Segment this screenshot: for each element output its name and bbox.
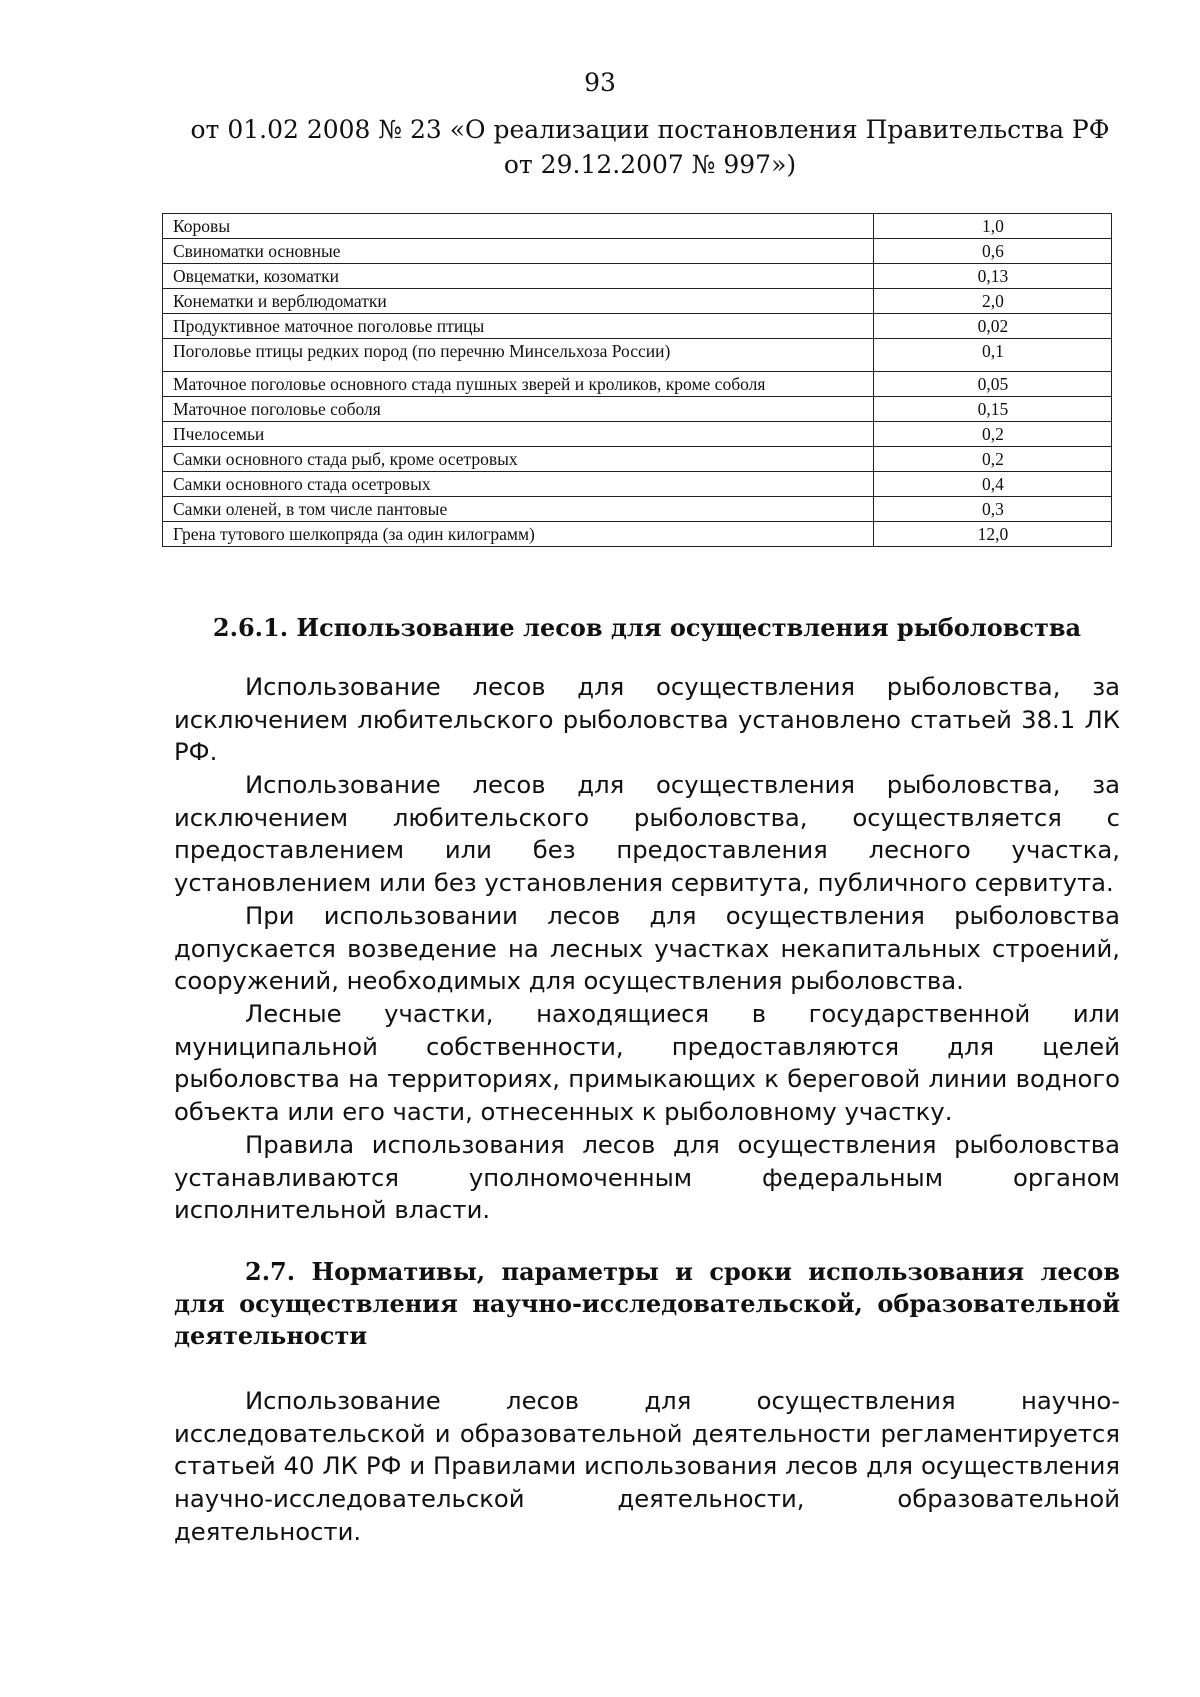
table-cell-value: 0,3 (873, 497, 1111, 522)
table-cell-name: Маточное поголовье соболя (163, 397, 874, 422)
table-row (163, 472, 1112, 497)
table-cell-name: Конематки и верблюдоматки (163, 289, 874, 314)
table-cell-value: 0,15 (873, 397, 1111, 422)
table-cell-name: Свиноматки основные (163, 239, 874, 264)
table-row (163, 522, 1112, 547)
table-cell-name: Продуктивное маточное поголовье птицы (163, 314, 874, 339)
table-row (163, 397, 1112, 422)
table-row (163, 239, 1112, 264)
paragraph: Использование лесов для осуществления рыболовства, за исключением любительского рыболовства, осуществляется с предоставлением или без предоставления лесного участка, установлением или без установления сервитута, публичного сервитута. (174, 770, 1120, 898)
table-cell-name: Самки оленей, в том числе пантовые (163, 497, 874, 522)
table-row (163, 422, 1112, 447)
table-cell-value: 0,2 (873, 447, 1111, 472)
paragraph: Использование лесов для осуществления рыболовства, за исключением любительского рыболовства установлено статьей 38.1 ЛК РФ. (174, 672, 1120, 767)
table-row (163, 289, 1112, 314)
section-title-2-7: 2.7. Нормативы, параметры и сроки использования лесов для осуществления научно-исследовательской, образовательной деятельности (174, 1257, 1120, 1350)
header-line-2: от 29.12.2007 № 997») (503, 150, 797, 179)
page-number: 93 (584, 68, 616, 97)
table-cell-value: 12,0 (873, 522, 1111, 547)
table-cell-name: Поголовье птицы редких пород (по перечню Минсельхоза России) (163, 339, 874, 372)
livestock-norms-table (162, 213, 1112, 547)
table-cell-name: Самки основного стада рыб, кроме осетровых (163, 447, 874, 472)
paragraph: При использовании лесов для осуществления рыболовства допускается возведение на лесных участках некапитальных строений, сооружений, необходимых для осуществления рыболовства. (174, 901, 1120, 996)
table-cell-value: 0,2 (873, 422, 1111, 447)
table-cell-value: 1,0 (873, 214, 1111, 239)
table-cell-name: Овцематки, козоматки (163, 264, 874, 289)
table-cell-name: Пчелосемьи (163, 422, 874, 447)
table-row (163, 447, 1112, 472)
table-cell-name: Маточное поголовье основного стада пушных зверей и кроликов, кроме соболя (163, 372, 874, 397)
table-row (163, 214, 1112, 239)
table-row (163, 339, 1112, 372)
paragraph: Правила использования лесов для осуществления рыболовства устанавливаются уполномоченным федеральным органом исполнительной власти. (174, 1130, 1120, 1225)
table-cell-value: 2,0 (873, 289, 1111, 314)
table-cell-value: 0,05 (873, 372, 1111, 397)
header-line-1: от 01.02 2008 № 23 «О реализации постановления Правительства РФ (190, 115, 1110, 144)
section-title-2-6-1: 2.6.1. Использование лесов для осуществления рыболовства (212, 613, 1082, 642)
table-cell-name: Грена тутового шелкопряда (за один килограмм) (163, 522, 874, 547)
table-row (163, 372, 1112, 397)
table-row (163, 497, 1112, 522)
table-row (163, 264, 1112, 289)
table-cell-value: 0,4 (873, 472, 1111, 497)
table-cell-name: Коровы (163, 214, 874, 239)
table-cell-value: 0,02 (873, 314, 1111, 339)
paragraph: Лесные участки, находящиеся в государственной или муниципальной собственности, предоставляются для целей рыболовства на территориях, примыкающих к береговой линии водного объекта или его части, отнесенных к рыболовному участку. (174, 999, 1120, 1127)
table-cell-value: 0,13 (873, 264, 1111, 289)
table-cell-name: Самки основного стада осетровых (163, 472, 874, 497)
paragraph: Использование лесов для осуществления научно-исследовательской и образовательной деятельности регламентируется статьей 40 ЛК РФ и Правилами использования лесов для осуществления научно-исследовательской деятельности, образовательной деятельности. (174, 1386, 1120, 1546)
table-cell-value: 0,1 (873, 339, 1111, 372)
document-header (180, 112, 1120, 182)
table-cell-value: 0,6 (873, 239, 1111, 264)
table-row (163, 314, 1112, 339)
